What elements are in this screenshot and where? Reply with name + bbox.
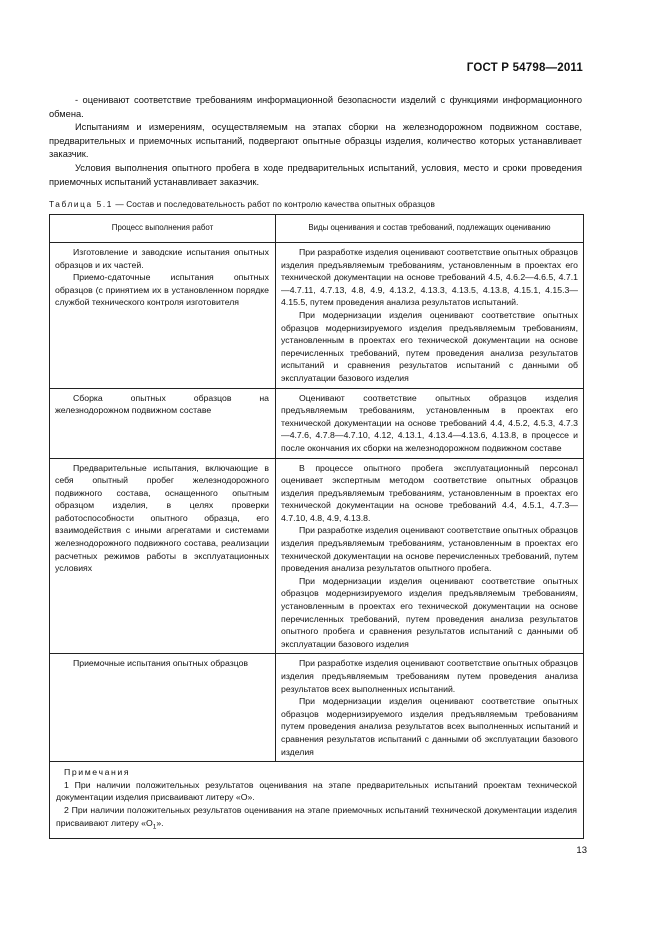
assessment-text: При разработке изделия оценивают соответствие опытных образцов изделия предъявляемым требованиям, установленным в проектах его технической документации на основе требований 4.5, 4.6.2—4.6.5, 4.7.1—4.7.11, 4.7.13, 4.8, 4.9, 4.13.2, 4.13.3, 4.13.5, 4.13.8, 4.15.1, 4.15.3—4.15.5, путем проведения анализа результатов испытаний.	[281, 247, 578, 308]
assessment-text: Оценивают соответствие опытных образцов изделия предъявляемым требованиям, установленным в проектах его технической документации на основе требований 4.4, 4.5.2, 4.5.3, 4.7.3—4.7.6, 4.7.8—4.7.10, 4.12, 4.13.1, 4.13.4—4.13.6, 4.13.8, в процессе и после окончания их сборки на железнодорожном подвижном составе	[281, 392, 578, 453]
notes-title: Примечания	[64, 767, 131, 778]
intro-paragraph-3: Условия выполнения опытного пробега в ходе предварительных испытаний, условия, место и сроки проведения приемочных испытаний устанавливает заказчик.	[49, 162, 582, 187]
process-text: Приемочные испытания опытных образцов	[73, 658, 249, 669]
table-row	[50, 654, 584, 762]
column-header-process: Процесс выполнения работ	[50, 215, 276, 243]
assessment-cell	[276, 458, 584, 654]
assessment-cell	[276, 388, 584, 458]
intro-text	[49, 94, 582, 189]
assessment-text: При модернизации изделия оценивают соответствие опытных образцов модернизируемого изделия предъявляемым требованиям, установленным в проектах его технической документации на основе перечисленных требований, путем проведения анализа результатов испытаний и сравнения результатов испытаний с данными об эксплуатации базового изделия	[281, 309, 578, 383]
assessment-text: При модернизации изделия оценивают соответствие опытных образцов модернизируемого изделия предъявляемым требованиям путем проведения анализа результатов всех выполненных испытаний и сравнения результатов испытаний с данными об эксплуатации базового изделия	[281, 696, 578, 757]
table-caption	[49, 199, 435, 209]
assessment-text: При разработке изделия оценивают соответствие опытных образцов изделия предъявляемым требованиям, установленным в проектах его технической документации на основе перечисленных требований, путем проведения анализа результатов опытного пробега.	[281, 525, 578, 574]
page-number: 13	[576, 845, 587, 856]
note-2	[56, 804, 577, 834]
assessment-text: При разработке изделия оценивают соответствие опытных образцов изделия предъявляемым требованиям путем проведения анализа результатов всех выполненных испытаний.	[281, 658, 578, 694]
process-cell	[50, 243, 276, 389]
process-text: Приемо-сдаточные испытания опытных образцов (с принятием их в установленном порядке службой технического контроля изготовителя	[55, 272, 269, 308]
note-2-end: ».	[156, 817, 164, 828]
assessment-text: В процессе опытного пробега эксплуатационный персонал оценивает экспертным методом соответствие опытных образцов изделия предъявляемым требованиям, установленным в проектах его технической документации на основе требований 4.4, 4.5.1, 4.7.3—4.7.10, 4.8, 4.9, 4.13.8.	[281, 462, 578, 523]
table-header-row	[50, 215, 584, 243]
note-2-text: 2 При наличии положительных результатов оценивания на этапе приемочных испытаний технической документации изделия присваивают литеру «О	[56, 804, 577, 828]
process-cell	[50, 388, 276, 458]
process-text: Предварительные испытания, включающие в себя опытный пробег железнодорожного подвижного состава, оснащенного опытным образцом изделия, в целях проверки работоспособности опытного образца, его взаимодействия с иными агрегатами и системами железнодорожного подвижного состава, реализации расчетных режимов работы в эксплуатационных условиях	[55, 462, 269, 574]
intro-paragraph-2: Испытаниям и измерениям, осуществляемым на этапах сборки на железнодорожном подвижном составе, предварительных и приемочных испытаний, подвергают опытные образцы изделия, количество которых устанавливает заказчик.	[49, 122, 582, 160]
assessment-cell	[276, 243, 584, 389]
process-text: Сборка опытных образцов на железнодорожном подвижном составе	[55, 392, 269, 416]
table-row	[50, 388, 584, 458]
document-code-header: ГОСТ Р 54798—2011	[466, 62, 583, 74]
table-caption-text: — Состав и последовательность работ по контролю качества опытных образцов	[112, 199, 436, 209]
column-header-assessment: Виды оценивания и состав требований, подлежащих оцениванию	[276, 215, 584, 243]
notes-cell	[50, 762, 584, 839]
process-cell	[50, 458, 276, 654]
process-text: Изготовление и заводские испытания опытных образцов и их частей.	[55, 247, 269, 270]
table-caption-label: Таблица 5.1	[49, 199, 113, 209]
table-notes-row	[50, 762, 584, 839]
intro-paragraph-1: - оценивают соответствие требованиям информационной безопасности изделий с функциями информационного обмена.	[49, 95, 582, 119]
table-row	[50, 243, 584, 389]
note-1: 1 При наличии положительных результатов оценивания на этапе предварительных испытаний проектам технической документации изделия присваивают литеру «О».	[56, 779, 577, 803]
table-row	[50, 458, 584, 654]
process-cell	[50, 654, 276, 762]
assessment-cell	[276, 654, 584, 762]
assessment-text: При модернизации изделия оценивают соответствие опытных образцов модернизируемого изделия предъявляемым требованиям, установленным в проектах его технической документации на основе перечисленных требований, путем проведения анализа результатов опытного пробега и сравнения результатов испытаний с данными об эксплуатации базового изделия	[281, 575, 578, 649]
note-2-subscript: 1	[152, 823, 157, 831]
quality-control-table	[49, 214, 584, 839]
